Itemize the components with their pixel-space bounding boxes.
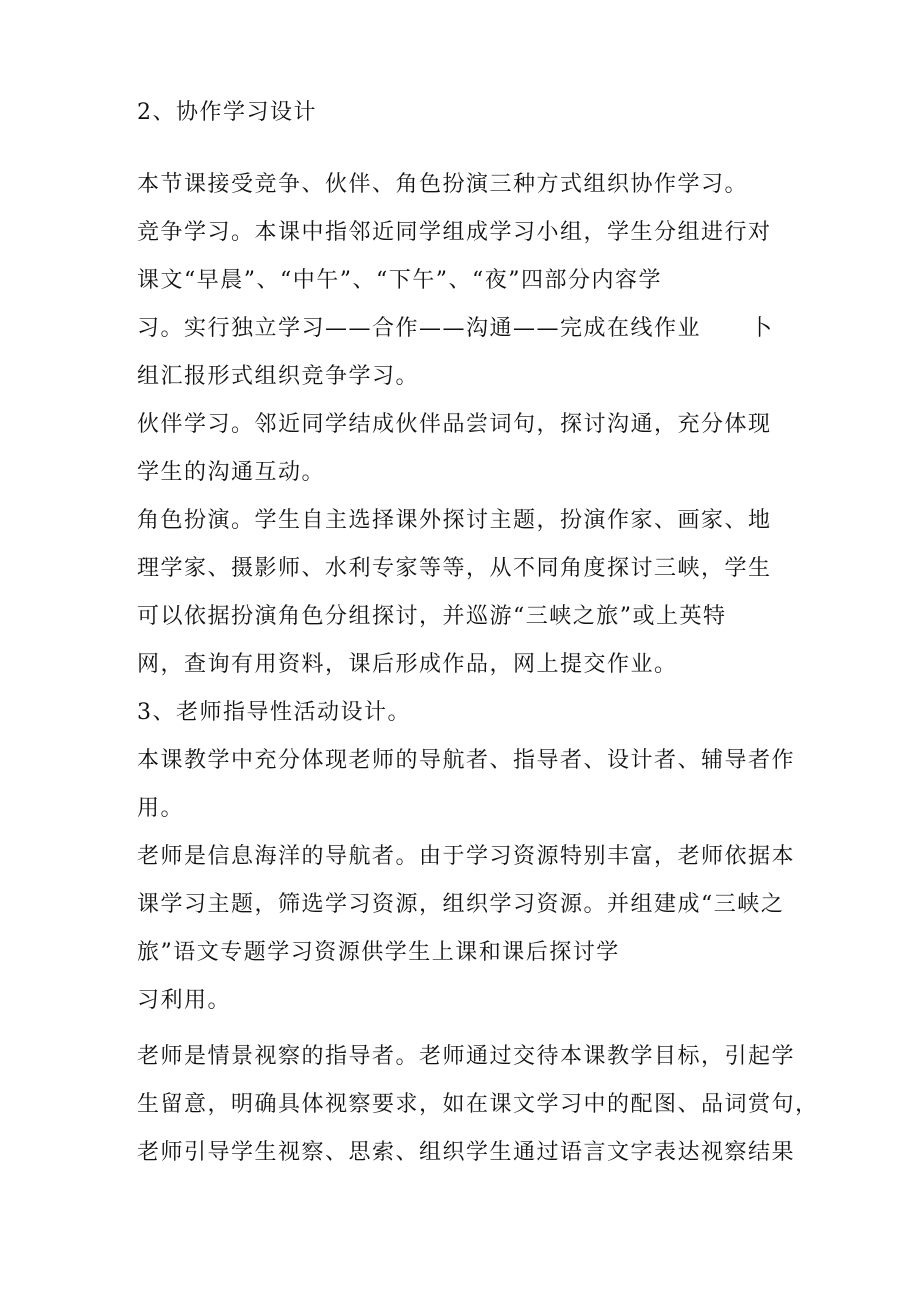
paragraph-line: 课学习主题，筛选学习资源，组织学习资源。并组建成“三峡之 (137, 892, 785, 917)
paragraph-line: 习利用。 (137, 988, 232, 1013)
paragraph-line: 老师引导学生视察、思索、组织学生通过语言文字表达视察结果 (137, 1140, 796, 1165)
paragraph-line: 竞争学习。本课中指邻近同学组成学习小组，学生分组进行对 (137, 220, 772, 245)
paragraph-line: 本节课接受竞争、伙伴、角色扮演三种方式组织协作学习。 (137, 172, 749, 197)
paragraph-line: 习。实行独立学习——合作——沟通——完成在线作业 (137, 316, 702, 341)
section-heading-2: 2、协作学习设计 (137, 100, 317, 125)
paragraph-line: 组汇报形式组织竞争学习。 (137, 364, 420, 389)
paragraph-line: 角色扮演。学生自主选择课外探讨主题，扮演作家、画家、地 (137, 508, 772, 533)
paragraph-line: 本课教学中充分体现老师的导航者、指导者、设计者、辅导者作 (137, 748, 796, 773)
paragraph-line: 老师是情景视察的指导者。老师通过交待本课教学目标，引起学 (137, 1044, 796, 1069)
paragraph-line: 伙伴学习。邻近同学结成伙伴品尝词句，探讨沟通，充分体现 (137, 412, 772, 437)
paragraph-line: 学生的沟通互动。 (137, 460, 326, 485)
paragraph-line: 课文“早晨”、“中午”、“下午”、“夜”四部分内容学 (137, 268, 662, 293)
paragraph-line: 理学家、摄影师、水利专家等等，从不同角度探讨三峡，学生 (137, 556, 772, 581)
paragraph-line: 旅”语文专题学习资源供学生上课和课后探讨学 (137, 940, 620, 965)
paragraph-line: 老师是信息海洋的导航者。由于学习资源特别丰富，老师依据本 (137, 844, 796, 869)
paragraph-line: 用。 (137, 796, 185, 821)
section-heading-3: 3、老师指导性活动设计。 (137, 700, 411, 725)
paragraph-line: 可以依据扮演角色分组探讨，并巡游“三峡之旅”或上英特 (137, 604, 727, 629)
paragraph-line: 网，查询有用资料，课后形成作品，网上提交作业。 (137, 652, 678, 677)
stray-mark: 卜 (750, 316, 773, 341)
paragraph-line: 生留意，明确具体视察要求，如在课文学习中的配图、品词赏句， (137, 1092, 819, 1117)
